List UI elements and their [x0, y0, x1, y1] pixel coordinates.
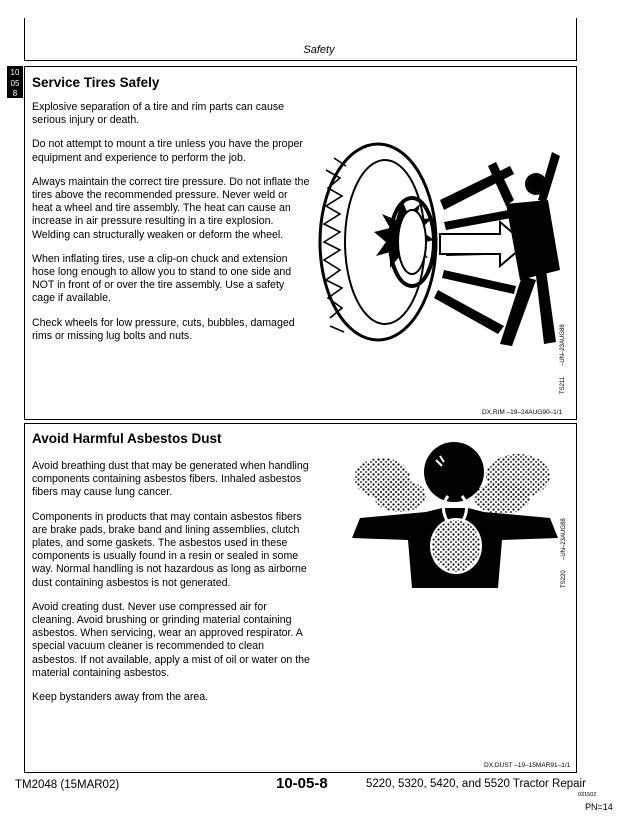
tab-line-1: 10	[10, 68, 20, 77]
asbestos-paragraph: Avoid creating dust. Never use compressed air for cleaning. Avoid brushing or grinding material containing asbestos. When servicing, wear an approved respirator. A special vacuum cleaner is recommended to clean asbestos. If not available, apply a mist of oil or water on the material containing asbestos.	[32, 600, 310, 679]
footer-page-number: 10-05-8	[276, 775, 328, 792]
asbestos-figure-code: TS220	[561, 570, 567, 588]
tires-figure-code: TS211	[560, 376, 566, 394]
tires-paragraph: Check wheels for low pressure, cuts, bubbles, damaged rims or missing lug bolts and nuts.	[32, 316, 295, 342]
asbestos-reference-code: DX,DUST –19–15MAR91–1/1	[484, 762, 571, 769]
asbestos-dust-illustration	[352, 438, 558, 588]
section-tab	[7, 66, 23, 98]
footer-manual-title: 5220, 5320, 5420, and 5520 Tractor Repair	[366, 778, 586, 790]
header-rule-right	[576, 18, 577, 60]
asbestos-paragraph: Keep bystanders away from the area.	[32, 691, 209, 704]
section-asbestos-body	[32, 460, 310, 715]
tires-paragraph: Do not attempt to mount a tire unless you have the proper equipment and experience to perform the job.	[32, 138, 303, 164]
footer-pn: PN=14	[585, 802, 613, 812]
tab-line-2: 05	[10, 78, 20, 88]
section-asbestos-title: Avoid Harmful Asbestos Dust	[32, 431, 222, 446]
tires-paragraph: When inflating tires, use a clip-on chuck and extension hose long enough to allow you to stand to one side and NOT in front of or over the tire assembly. Use a safety cage if available.	[32, 252, 292, 305]
header-rule-bottom	[24, 60, 577, 61]
tires-reference-code: DX,RIM –19–24AUG90–1/1	[482, 409, 563, 416]
footer-date-code: 031502	[578, 792, 597, 798]
section-tires-title: Service Tires Safely	[32, 75, 160, 90]
tab-line-3: 8	[12, 89, 18, 98]
tires-paragraph: Explosive separation of a tire and rim parts can cause serious injury or death.	[32, 101, 285, 127]
header-rule-left	[24, 18, 25, 60]
footer-manual-id: TM2048 (15MAR02)	[15, 779, 120, 791]
page-header-title: Safety	[303, 44, 335, 56]
section-tires-body	[32, 101, 310, 354]
tire-explosion-illustration	[300, 130, 560, 360]
asbestos-figure-date: –UN–23AUG88	[561, 518, 567, 560]
asbestos-paragraph: Components in products that may contain asbestos fibers are brake pads, brake band and lining assemblies, clutch plates, and some gaskets. The asbestos used in these components is usually found in a resin or sealed in some way. Normal handling is not hazardous as long as airborne dust containing asbestos is not generated.	[32, 510, 307, 589]
tires-paragraph: Always maintain the correct tire pressure. Do not inflate the tires above the recommended pressure. Never weld or heat a wheel and tire assembly. The heat can cause an increase in air pressure resulting in a tire explosion. Welding can structurally weaken or deform the wheel.	[32, 175, 310, 241]
asbestos-paragraph: Avoid breathing dust that may be generated when handling components containing asbestos fibers. Inhaled asbestos fibers may cause lung cancer.	[32, 460, 309, 499]
tires-figure-date: –UN–23AUG88	[560, 324, 566, 366]
